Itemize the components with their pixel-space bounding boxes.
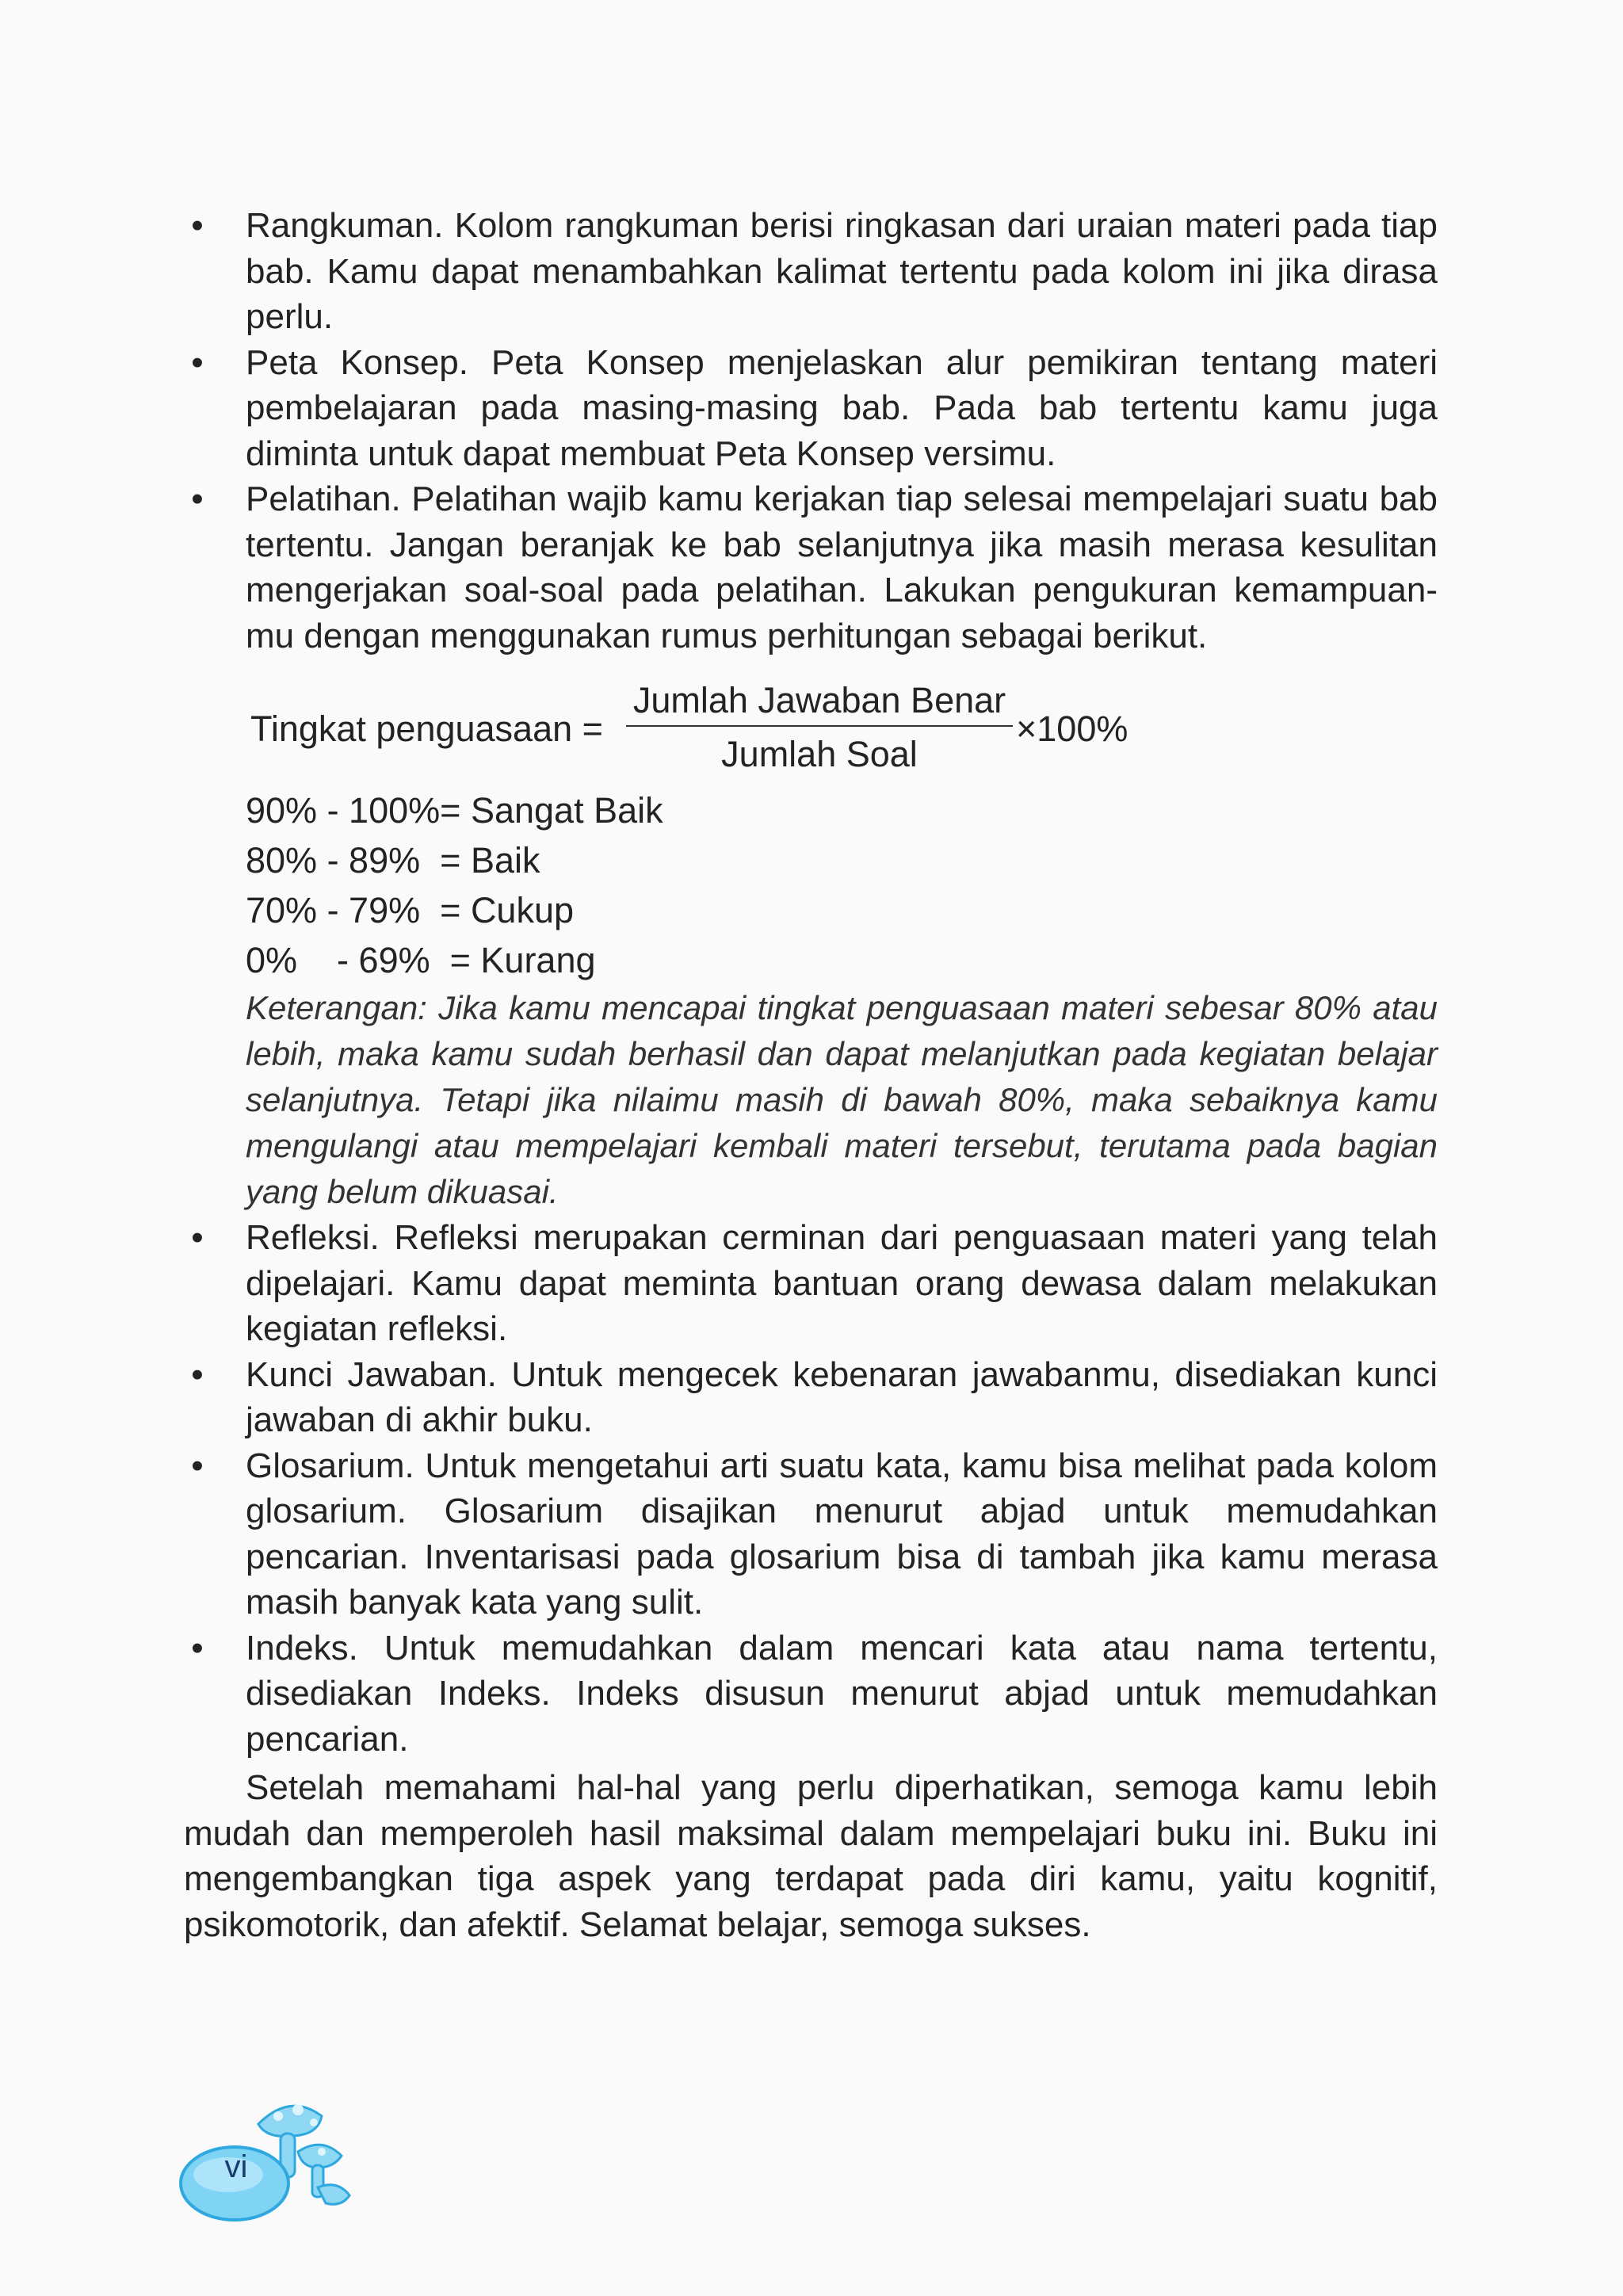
- list-item-pelatihan: [184, 476, 1438, 659]
- grade-label: Cukup: [470, 890, 575, 930]
- grade-range: 80% - 89%: [246, 840, 441, 881]
- grade-sep: =: [449, 940, 481, 980]
- formula-fraction: [626, 678, 1013, 777]
- page-number: vi: [224, 2149, 248, 2184]
- formula-denominator: Jumlah Soal: [721, 734, 918, 774]
- page-content: [184, 203, 1438, 1947]
- list-item-indeks: [184, 1626, 1438, 1763]
- list-item-rangkuman: [184, 203, 1438, 340]
- list-item-peta-konsep: [184, 340, 1438, 477]
- grade-row: [246, 785, 1438, 835]
- grade-range: 90% - 100%: [246, 790, 441, 831]
- grade-sep: =: [440, 790, 471, 831]
- bullet-icon: •: [191, 206, 204, 245]
- bullet-icon: •: [191, 342, 204, 382]
- formula-rhs: ×100%: [1016, 709, 1128, 749]
- grade-range: 70% - 79%: [246, 890, 441, 930]
- list-item-glosarium: [184, 1443, 1438, 1626]
- bullet-icon: •: [191, 479, 204, 518]
- list-item-text: Refleksi. Refleksi merupakan cerminan dari penguasaan materi yang telah dipelajari. Kamu dapat meminta bantuan orang dewasa dalam melakukan kegiatan refleksi.: [246, 1218, 1438, 1348]
- grade-label: Sangat Baik: [470, 790, 663, 831]
- mastery-formula: [250, 678, 1438, 781]
- formula-lhs: Tingkat penguasaan =: [250, 709, 603, 749]
- list-item-refleksi: [184, 1215, 1438, 1352]
- grade-sep: =: [440, 890, 471, 930]
- list-item-text: Pelatihan. Pelatihan wajib kamu kerjakan tiap selesai mempelajari suatu bab tertentu. Jangan beranjak ke bab selanjutnya jika masih merasa kesulitan mengerjakan soal-soal pada pelatihan. Lakukan pengukuran kemampuan-mu dengan menggunakan rumus perhitungan sebagai berikut.: [246, 479, 1438, 655]
- list-item-text: Rangkuman. Kolom rangkuman berisi ringkasan dari uraian materi pada tiap bab. Kamu dapat menambahkan kalimat tertentu pada kolom ini jika dirasa perlu.: [246, 206, 1438, 336]
- grade-row: [246, 885, 1438, 935]
- note-keterangan: Keterangan: Jika kamu mencapai tingkat penguasaan materi sebesar 80% atau lebih, maka kamu sudah berhasil dan dapat melanjutkan pada kegiatan belajar selanjutnya. Tetapi jika nilaimu masih di bawah 80%, maka sebaiknya kamu mengulangi atau mempelajari kembali materi tersebut, terutama pada bagian yang belum dikuasai.: [246, 989, 1438, 1210]
- bullet-icon: •: [191, 1446, 204, 1485]
- grade-range: 0% - 69%: [246, 940, 450, 980]
- list-item-kunci-jawaban: [184, 1352, 1438, 1443]
- formula-numerator: Jumlah Jawaban Benar: [632, 680, 1006, 720]
- bullet-icon: •: [191, 1628, 204, 1668]
- grade-label: Kurang: [480, 940, 596, 980]
- grade-scale: [246, 785, 1438, 985]
- list-item-text: Indeks. Untuk memudahkan dalam mencari kata atau nama tertentu, disediakan Indeks. Indeks disusun menurut abjad untuk memudahkan pencarian.: [246, 1628, 1438, 1759]
- grade-row: [246, 935, 1438, 985]
- bullet-icon: •: [191, 1354, 204, 1394]
- grade-sep: =: [440, 840, 471, 881]
- list-item-text: Glosarium. Untuk mengetahui arti suatu kata, kamu bisa melihat pada kolom glosarium. Glosarium disajikan menurut abjad untuk memudahkan pencarian. Inventarisasi pada glosarium bisa di tambah jika kamu merasa masih banyak kata yang sulit.: [246, 1446, 1438, 1622]
- grade-row: [246, 835, 1438, 885]
- fraction-bar: [626, 725, 1013, 727]
- closing-paragraph: Setelah memahami hal-hal yang perlu diperhatikan, semoga kamu lebih mudah dan memperoleh hasil maksimal dalam mempelajari buku ini. Buku ini mengembangkan tiga aspek yang terdapat pada diri kamu, yaitu kognitif, psikomotorik, dan afektif. Selamat belajar, semoga sukses.: [184, 1768, 1438, 1944]
- bullet-icon: •: [191, 1218, 204, 1257]
- list-item-text: Kunci Jawaban. Untuk mengecek kebenaran jawabanmu, disediakan kunci jawaban di akhir buku.: [246, 1354, 1438, 1439]
- grade-label: Baik: [470, 840, 540, 881]
- list-item-text: Peta Konsep. Peta Konsep menjelaskan alur pemikiran tentang materi pembelajaran pada masing-masing bab. Pada bab tertentu kamu juga diminta untuk dapat membuat Peta Konsep versimu.: [246, 342, 1438, 473]
